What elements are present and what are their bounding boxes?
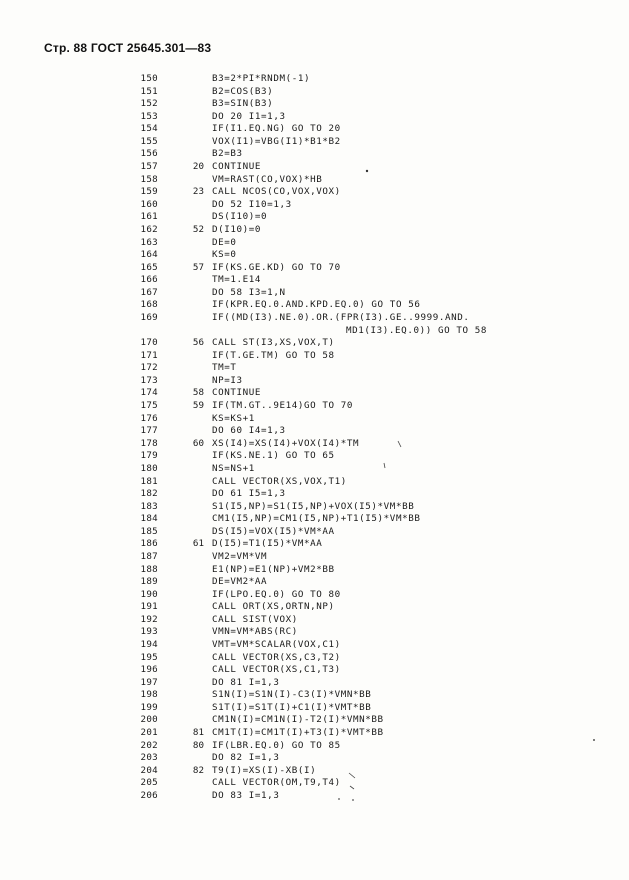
line-number: 163 — [140, 236, 158, 248]
code-statement: CM1(I5,NP)=CM1(I5,NP)+T1(I5)*VM*BB — [212, 513, 421, 525]
code-line — [0, 111, 629, 124]
line-number: 172 — [140, 362, 158, 374]
code-line — [0, 362, 629, 375]
code-statement: CM1T(I)=CM1T(I)+T3(I)*VMT*BB — [212, 727, 384, 739]
code-statement: CALL ORT(XS,ORTN,NP) — [212, 601, 335, 613]
line-number: 168 — [140, 299, 158, 311]
line-number: 162 — [140, 223, 158, 235]
code-line — [0, 287, 629, 300]
line-number: 197 — [140, 676, 158, 688]
line-number: 158 — [140, 173, 158, 185]
line-number: 155 — [140, 135, 158, 147]
code-line — [0, 450, 629, 463]
statement-label: 81 — [192, 727, 204, 739]
code-statement: CONTINUE — [212, 161, 262, 173]
code-statement: TM=1.E14 — [212, 274, 262, 286]
code-line — [0, 387, 629, 400]
code-line — [0, 186, 629, 199]
code-statement: E1(NP)=E1(NP)+VM2*BB — [212, 563, 335, 575]
line-number: 167 — [140, 286, 158, 298]
line-number: 174 — [140, 387, 158, 399]
code-line — [0, 438, 629, 451]
code-line — [0, 777, 629, 790]
code-statement: DS(I5)=VOX(I5)*VM*AA — [212, 525, 335, 537]
code-line — [0, 211, 629, 224]
code-line — [0, 375, 629, 388]
code-statement: S1T(I)=S1T(I)+C1(I)*VMT*BB — [212, 701, 372, 713]
line-number: 198 — [140, 689, 158, 701]
code-line — [0, 476, 629, 489]
statement-label: 82 — [192, 764, 204, 776]
code-statement: S1N(I)=S1N(I)-C3(I)*VMN*BB — [212, 689, 372, 701]
code-line — [0, 614, 629, 627]
code-statement: CALL SIST(VOX) — [212, 613, 298, 625]
code-statement: D(I5)=T1(I5)*VM*AA — [212, 538, 323, 550]
code-statement: B2=B3 — [212, 148, 243, 160]
code-statement: DS(I10)=0 — [212, 211, 268, 223]
code-statement: NP=I3 — [212, 374, 243, 386]
code-line — [0, 652, 629, 665]
code-line — [0, 664, 629, 677]
code-statement: IF(KPR.EQ.0.AND.KPD.EQ.0) GO TO 56 — [212, 299, 421, 311]
code-line — [0, 551, 629, 564]
line-number: 190 — [140, 588, 158, 600]
code-statement: CM1N(I)=CM1N(I)-T2(I)*VMN*BB — [212, 714, 384, 726]
code-line — [0, 224, 629, 237]
code-statement: CALL VECTOR(XS,C3,T2) — [212, 651, 341, 663]
code-line — [0, 299, 629, 312]
line-number: 195 — [140, 651, 158, 663]
code-statement: IF(TM.GT..9E14)GO TO 70 — [212, 400, 354, 412]
code-line — [0, 413, 629, 426]
code-line — [0, 123, 629, 136]
line-number: 203 — [140, 752, 158, 764]
code-line — [0, 73, 629, 86]
code-statement: CALL ST(I3,XS,VOX,T) — [212, 337, 335, 349]
code-statement: D(I10)=0 — [212, 223, 262, 235]
code-statement: CALL VECTOR(OM,T9,T4) — [212, 777, 341, 789]
code-statement: IF((MD(I3).NE.0).OR.(FPR(I3).GE..9999.AND. — [212, 311, 470, 323]
code-line — [0, 237, 629, 250]
line-number: 153 — [140, 110, 158, 122]
statement-label: 52 — [192, 223, 204, 235]
code-line — [0, 488, 629, 501]
code-statement: NS=NS+1 — [212, 462, 255, 474]
line-number: 202 — [140, 739, 158, 751]
code-statement: CALL VECTOR(XS,VOX,T1) — [212, 475, 347, 487]
line-number: 179 — [140, 450, 158, 462]
line-number: 206 — [140, 789, 158, 801]
code-line — [0, 576, 629, 589]
line-number: 196 — [140, 664, 158, 676]
code-statement: DO 58 I3=1,N — [212, 286, 286, 298]
code-line — [0, 677, 629, 690]
statement-label: 57 — [192, 261, 204, 273]
code-statement: B3=SIN(B3) — [212, 98, 274, 110]
line-number: 199 — [140, 701, 158, 713]
code-statement: B2=COS(B3) — [212, 85, 274, 97]
code-line — [0, 262, 629, 275]
code-statement: IF(LBR.EQ.0) GO TO 85 — [212, 739, 341, 751]
line-number: 161 — [140, 211, 158, 223]
statement-label: 20 — [192, 161, 204, 173]
code-line — [0, 148, 629, 161]
code-statement: CONTINUE — [212, 387, 262, 399]
line-number: 156 — [140, 148, 158, 160]
line-number: 159 — [140, 186, 158, 198]
line-number: 187 — [140, 550, 158, 562]
code-line — [0, 274, 629, 287]
line-number: 191 — [140, 601, 158, 613]
code-statement: DE=VM2*AA — [212, 576, 268, 588]
code-line — [0, 249, 629, 262]
line-number: 152 — [140, 98, 158, 110]
code-line — [0, 714, 629, 727]
code-statement: DO 61 I5=1,3 — [212, 488, 286, 500]
line-number: 176 — [140, 412, 158, 424]
line-number: 175 — [140, 400, 158, 412]
code-statement: IF(T.GE.TM) GO TO 58 — [212, 349, 335, 361]
code-line — [0, 513, 629, 526]
line-number: 188 — [140, 563, 158, 575]
code-line — [0, 501, 629, 514]
line-number: 201 — [140, 727, 158, 739]
line-number: 181 — [140, 475, 158, 487]
code-statement: DO 82 I=1,3 — [212, 752, 280, 764]
line-number: 183 — [140, 500, 158, 512]
line-number: 193 — [140, 626, 158, 638]
line-number: 180 — [140, 462, 158, 474]
line-number: 189 — [140, 576, 158, 588]
page-header: Стр. 88 ГОСТ 25645.301—83 — [44, 41, 212, 55]
code-line — [0, 689, 629, 702]
code-statement: IF(KS.NE.1) GO TO 65 — [212, 450, 335, 462]
code-statement: CALL VECTOR(XS,C1,T3) — [212, 664, 341, 676]
code-line — [0, 312, 629, 337]
code-line — [0, 199, 629, 212]
line-number: 151 — [140, 85, 158, 97]
code-statement: DE=0 — [212, 236, 237, 248]
line-number: 186 — [140, 538, 158, 550]
line-number: 173 — [140, 374, 158, 386]
code-line — [0, 790, 629, 803]
statement-label: 60 — [192, 437, 204, 449]
line-number: 157 — [140, 161, 158, 173]
code-statement: VMT=VM*SCALAR(VOX,C1) — [212, 639, 341, 651]
code-statement: S1(I5,NP)=S1(I5,NP)+VOX(I5)*VM*BB — [212, 500, 415, 512]
code-line — [0, 740, 629, 753]
code-statement: DO 83 I=1,3 — [212, 789, 280, 801]
line-number: 178 — [140, 437, 158, 449]
line-number: 171 — [140, 349, 158, 361]
code-statement: VMN=VM*ABS(RC) — [212, 626, 298, 638]
line-number: 200 — [140, 714, 158, 726]
code-listing — [0, 73, 629, 803]
line-number: 166 — [140, 274, 158, 286]
line-number: 150 — [140, 73, 158, 84]
code-line — [0, 350, 629, 363]
code-statement: CALL NCOS(CO,VOX,VOX) — [212, 186, 341, 198]
code-statement: VM=RAST(CO,VOX)*HB — [212, 173, 323, 185]
code-line — [0, 174, 629, 187]
code-line — [0, 337, 629, 350]
code-line — [0, 425, 629, 438]
line-number: 160 — [140, 198, 158, 210]
code-line — [0, 702, 629, 715]
code-line — [0, 86, 629, 99]
code-statement: B3=2*PI*RNDM(-1) — [212, 73, 311, 84]
line-number: 165 — [140, 261, 158, 273]
code-statement: TM=T — [212, 362, 237, 374]
code-statement: XS(I4)=XS(I4)+VOX(I4)*TM — [212, 437, 360, 449]
code-statement: IF(I1.EQ.NG) GO TO 20 — [212, 123, 341, 135]
code-statement: KS=KS+1 — [212, 412, 255, 424]
statement-label: 23 — [192, 186, 204, 198]
code-statement: VOX(I1)=VBG(I1)*B1*B2 — [212, 135, 341, 147]
code-statement: KS=0 — [212, 249, 237, 261]
code-line — [0, 98, 629, 111]
code-line — [0, 538, 629, 551]
statement-label: 56 — [192, 337, 204, 349]
line-number: 164 — [140, 249, 158, 261]
line-number: 154 — [140, 123, 158, 135]
code-statement: IF(LPO.EQ.0) GO TO 80 — [212, 588, 341, 600]
line-number: 204 — [140, 764, 158, 776]
line-number: 185 — [140, 525, 158, 537]
code-statement: DO 81 I=1,3 — [212, 676, 280, 688]
code-line — [0, 564, 629, 577]
code-statement: DO 20 I1=1,3 — [212, 110, 286, 122]
code-line — [0, 463, 629, 476]
statement-label: 58 — [192, 387, 204, 399]
code-line — [0, 639, 629, 652]
line-number: 194 — [140, 639, 158, 651]
line-number: 169 — [140, 311, 158, 323]
statement-label: 59 — [192, 400, 204, 412]
line-number: 184 — [140, 513, 158, 525]
code-continuation: MD1(I3).EQ.0)) GO TO 58 — [346, 324, 488, 336]
code-statement: IF(KS.GE.KD) GO TO 70 — [212, 261, 341, 273]
code-statement: DO 52 I10=1,3 — [212, 198, 292, 210]
code-statement: T9(I)=XS(I)-XB(I) — [212, 764, 317, 776]
code-line — [0, 601, 629, 614]
code-line — [0, 765, 629, 778]
line-number: 170 — [140, 337, 158, 349]
code-statement: DO 60 I4=1,3 — [212, 425, 286, 437]
code-line — [0, 589, 629, 602]
line-number: 182 — [140, 488, 158, 500]
code-line — [0, 161, 629, 174]
code-statement: VM2=VM*VM — [212, 550, 268, 562]
statement-label: 61 — [192, 538, 204, 550]
line-number: 177 — [140, 425, 158, 437]
statement-label: 80 — [192, 739, 204, 751]
code-line — [0, 400, 629, 413]
line-number: 192 — [140, 613, 158, 625]
code-line — [0, 136, 629, 149]
code-line — [0, 626, 629, 639]
code-line — [0, 526, 629, 539]
code-line — [0, 752, 629, 765]
line-number: 205 — [140, 777, 158, 789]
code-line — [0, 727, 629, 740]
